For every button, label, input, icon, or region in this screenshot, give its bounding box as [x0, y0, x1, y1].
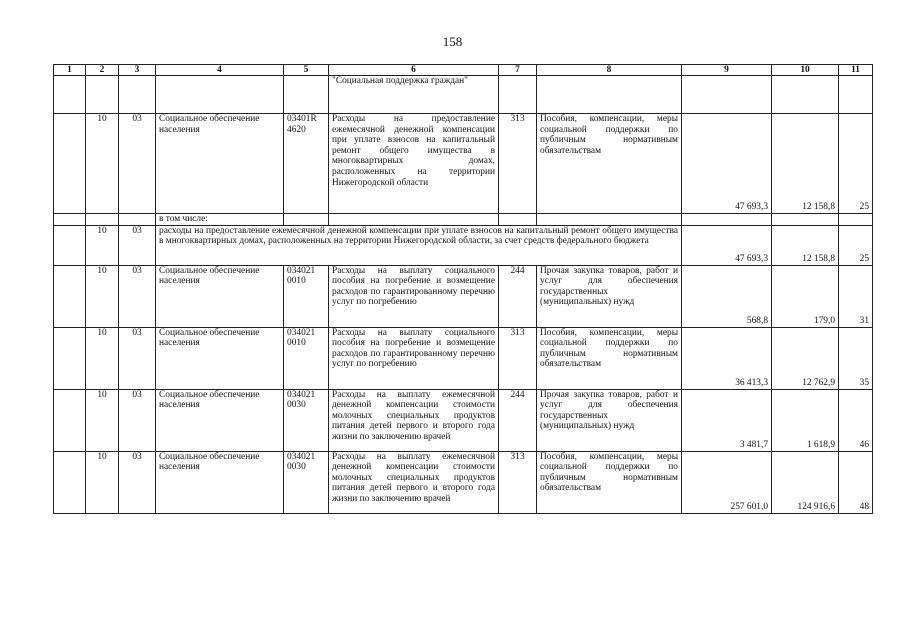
target-article: 034021 0030 [284, 389, 329, 451]
percent: 25 [839, 114, 873, 214]
subsection-code: 03 [119, 327, 156, 389]
amount-plan: 36 413,3 [682, 327, 772, 389]
amount-actual: 12 762,9 [772, 327, 839, 389]
subrow [54, 225, 873, 265]
amount-actual: 12 158,8 [772, 114, 839, 214]
target-article: 034021 0030 [284, 451, 329, 513]
table-row [54, 114, 873, 214]
expense-type-name: Пособия, компенсации, меры социальной поддержки по публичным нормативным обязательствам [537, 114, 682, 214]
including-row [54, 214, 873, 226]
amount-actual: 124 916,6 [772, 451, 839, 513]
including-label: в том числе: [156, 214, 284, 226]
table-header-row [54, 65, 873, 76]
percent: 35 [839, 327, 873, 389]
expense-type-name: Прочая закупка товаров, работ и услуг для обеспечения государственных (муниципальных) нужд [537, 389, 682, 451]
expense-type-name: Пособия, компенсации, меры социальной поддержки по публичным нормативным обязательствам [537, 327, 682, 389]
percent: 25 [839, 225, 873, 265]
section-code: 10 [86, 265, 119, 327]
amount-plan: 47 693,3 [682, 225, 772, 265]
section-code: 10 [86, 451, 119, 513]
amount-plan: 257 601,0 [682, 451, 772, 513]
expense-description: Расходы на выплату ежемесячной денежной компенсации стоимости молочных специальных продуктов питания детей первого и второго года жизни по заключению врачей [329, 389, 499, 451]
header-cell: 7 [499, 65, 537, 76]
continuation-text: "Социальная поддержка граждан" [329, 76, 499, 114]
continuation-row [54, 76, 873, 114]
table-row [54, 327, 873, 389]
target-article: 034021 0010 [284, 327, 329, 389]
subsection-code: 03 [119, 389, 156, 451]
amount-actual: 1 618,9 [772, 389, 839, 451]
amount-actual: 12 158,8 [772, 225, 839, 265]
expense-type: 313 [499, 451, 537, 513]
header-cell: 10 [772, 65, 839, 76]
expense-description: Расходы на выплату ежемесячной денежной компенсации стоимости молочных специальных продуктов питания детей первого и второго года жизни по заключению врачей [329, 451, 499, 513]
amount-plan: 47 693,3 [682, 114, 772, 214]
header-cell: 2 [86, 65, 119, 76]
expense-type: 244 [499, 265, 537, 327]
header-cell: 1 [54, 65, 86, 76]
header-cell: 5 [284, 65, 329, 76]
header-cell: 9 [682, 65, 772, 76]
percent: 46 [839, 389, 873, 451]
section-code: 10 [86, 114, 119, 214]
header-cell: 4 [156, 65, 284, 76]
target-article: 03401R 4620 [284, 114, 329, 214]
percent: 31 [839, 265, 873, 327]
expense-type: 313 [499, 114, 537, 214]
target-article: 034021 0010 [284, 265, 329, 327]
expense-type: 313 [499, 327, 537, 389]
table-row [54, 389, 873, 451]
subsection-code: 03 [119, 265, 156, 327]
budget-table [53, 64, 873, 514]
header-cell: 11 [839, 65, 873, 76]
expense-description: Расходы на предоставление ежемесячной денежной компенсации при уплате взносов на капитальный ремонт общего имущества в многоквартирных домах, расположенных на территории Нижегородской области [329, 114, 499, 214]
table-row [54, 451, 873, 513]
subsection-code: 03 [119, 451, 156, 513]
expense-type: 244 [499, 389, 537, 451]
section-name: Социальное обеспечение населения [156, 114, 284, 214]
header-cell: 3 [119, 65, 156, 76]
subrow-description: расходы на предоставление ежемесячной денежной компенсации при уплате взносов на капитальный ремонт общего имущества в многоквартирных домах, расположенных на территории Нижегородской области, за счет средств федерального бюджета [156, 225, 682, 265]
header-cell: 6 [329, 65, 499, 76]
expense-description: Расходы на выплату социального пособия на погребение и возмещение расходов по гарантированному перечню услуг по погребению [329, 265, 499, 327]
subsection-code: 03 [119, 225, 156, 265]
section-code: 10 [86, 389, 119, 451]
expense-type-name: Пособия, компенсации, меры социальной поддержки по публичным нормативным обязательствам [537, 451, 682, 513]
header-cell: 8 [537, 65, 682, 76]
table-row [54, 265, 873, 327]
percent: 48 [839, 451, 873, 513]
section-name: Социальное обеспечение населения [156, 327, 284, 389]
section-code: 10 [86, 327, 119, 389]
amount-plan: 568,8 [682, 265, 772, 327]
expense-type-name: Прочая закупка товаров, работ и услуг для обеспечения государственных (муниципальных) нужд [537, 265, 682, 327]
amount-plan: 3 481,7 [682, 389, 772, 451]
section-name: Социальное обеспечение населения [156, 451, 284, 513]
amount-actual: 179,0 [772, 265, 839, 327]
section-code: 10 [86, 225, 119, 265]
section-name: Социальное обеспечение населения [156, 265, 284, 327]
section-name: Социальное обеспечение населения [156, 389, 284, 451]
subsection-code: 03 [119, 114, 156, 214]
page-number: 158 [442, 34, 463, 49]
expense-description: Расходы на выплату социального пособия на погребение и возмещение расходов по гарантированному перечню услуг по погребению [329, 327, 499, 389]
